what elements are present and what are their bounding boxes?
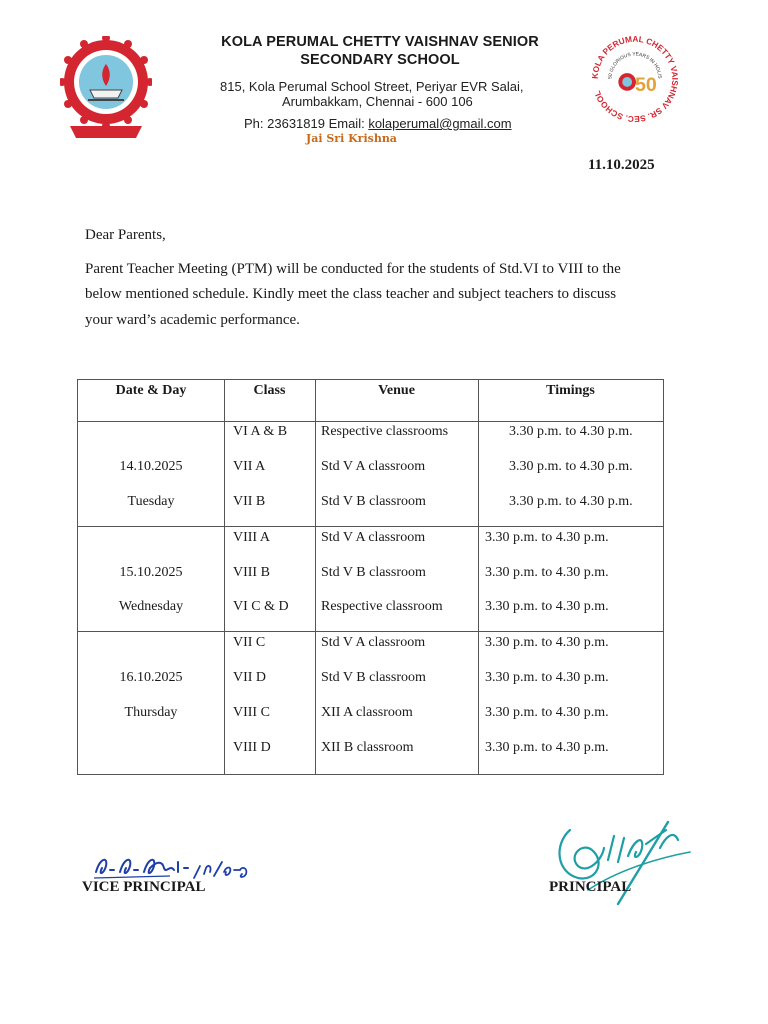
group2-day: Wednesday [118, 599, 184, 614]
class-cell: VIII B [233, 565, 270, 580]
timing-cell: 3.30 p.m. to 4.30 p.m. [509, 494, 633, 509]
venue-cell: Std V A classroom [321, 530, 426, 545]
group3-day: Thursday [124, 705, 178, 720]
group3-date: 16.10.2025 [119, 670, 183, 685]
venue-cell: XII A classroom [321, 705, 413, 720]
class-cell: VII D [233, 670, 267, 685]
svg-text:50 GLORIOUS YEARS IN HOLISTIC: 50 GLORIOUS YEARS IN HOLIS [608, 52, 662, 80]
body-line-3: your ward’s academic performance. [85, 312, 300, 328]
venue-cell: Respective classroom [321, 599, 443, 614]
timing-cell: 3.30 p.m. to 4.30 p.m. [509, 424, 633, 439]
golden-jubilee-seal-icon [586, 30, 684, 128]
venue-cell: Std V B classroom [321, 565, 426, 580]
header-venue: Venue [378, 383, 415, 398]
email-link[interactable]: kolaperumal@gmail.com [368, 116, 512, 131]
body-line-1: Parent Teacher Meeting (PTM) will be conducted for the students of Std.VI to VIII to the [85, 261, 621, 277]
class-cell: VIII D [233, 740, 271, 755]
timing-cell: 3.30 p.m. to 4.30 p.m. [485, 530, 609, 545]
ptm-schedule-table [77, 379, 664, 775]
timing-cell: 3.30 p.m. to 4.30 p.m. [485, 635, 609, 650]
class-cell: VI C & D [233, 599, 289, 614]
class-cell: VII A [233, 459, 266, 474]
group2-date: 15.10.2025 [119, 565, 183, 580]
venue-cell: Std V B classroom [321, 670, 426, 685]
venue-cell: Std V A classroom [321, 635, 426, 650]
timing-cell: 3.30 p.m. to 4.30 p.m. [509, 459, 633, 474]
body-line-2: below mentioned schedule. Kindly meet the class teacher and subject teachers to discuss [85, 286, 617, 302]
school-address-line2: Arumbakkam, Chennai - 600 106 [282, 94, 473, 109]
header-timings: Timings [546, 383, 595, 398]
school-emblem-icon [60, 36, 152, 140]
class-cell: VII C [233, 635, 266, 650]
class-cell: VIII C [233, 705, 270, 720]
venue-cell: Std V A classroom [321, 459, 426, 474]
svg-text:KOLA PERUMAL CHETTY VAISHNAV S: KOLA PERUMAL CHETTY VAISHNAV SR. SEC. SCHOOL [589, 33, 681, 125]
school-tagline: Jai Sri Krishna [306, 132, 397, 145]
timing-cell: 3.30 p.m. to 4.30 p.m. [485, 740, 609, 755]
salutation: Dear Parents, [85, 227, 166, 243]
timing-cell: 3.30 p.m. to 4.30 p.m. [485, 599, 609, 614]
group1-date: 14.10.2025 [119, 459, 183, 474]
school-name-line1: KOLA PERUMAL CHETTY VAISHNAV SENIOR [221, 34, 539, 50]
timing-cell: 3.30 p.m. to 4.30 p.m. [485, 705, 609, 720]
venue-cell: Respective classrooms [321, 424, 449, 439]
school-contact [244, 116, 512, 131]
timing-cell: 3.30 p.m. to 4.30 p.m. [485, 670, 609, 685]
venue-cell: Std V B classroom [321, 494, 426, 509]
svg-text:50: 50 [635, 73, 657, 96]
class-cell: VII B [233, 494, 266, 509]
letter-date: 11.10.2025 [588, 157, 655, 173]
school-name-line2: SECONDARY SCHOOL [300, 52, 460, 68]
class-cell: VI A & B [233, 424, 288, 439]
header-date-day: Date & Day [115, 383, 187, 398]
principal-label: PRINCIPAL [549, 879, 632, 895]
school-address-line1: 815, Kola Perumal School Street, Periyar EVR Salai, [220, 79, 524, 94]
venue-cell: XII B classroom [321, 740, 414, 755]
header-class: Class [253, 383, 286, 398]
group1-day: Tuesday [127, 494, 175, 509]
vice-principal-label: VICE PRINCIPAL [82, 879, 206, 895]
timing-cell: 3.30 p.m. to 4.30 p.m. [485, 565, 609, 580]
phone-text: Ph: 23631819 Email: [244, 116, 369, 131]
class-cell: VIII A [233, 530, 270, 545]
